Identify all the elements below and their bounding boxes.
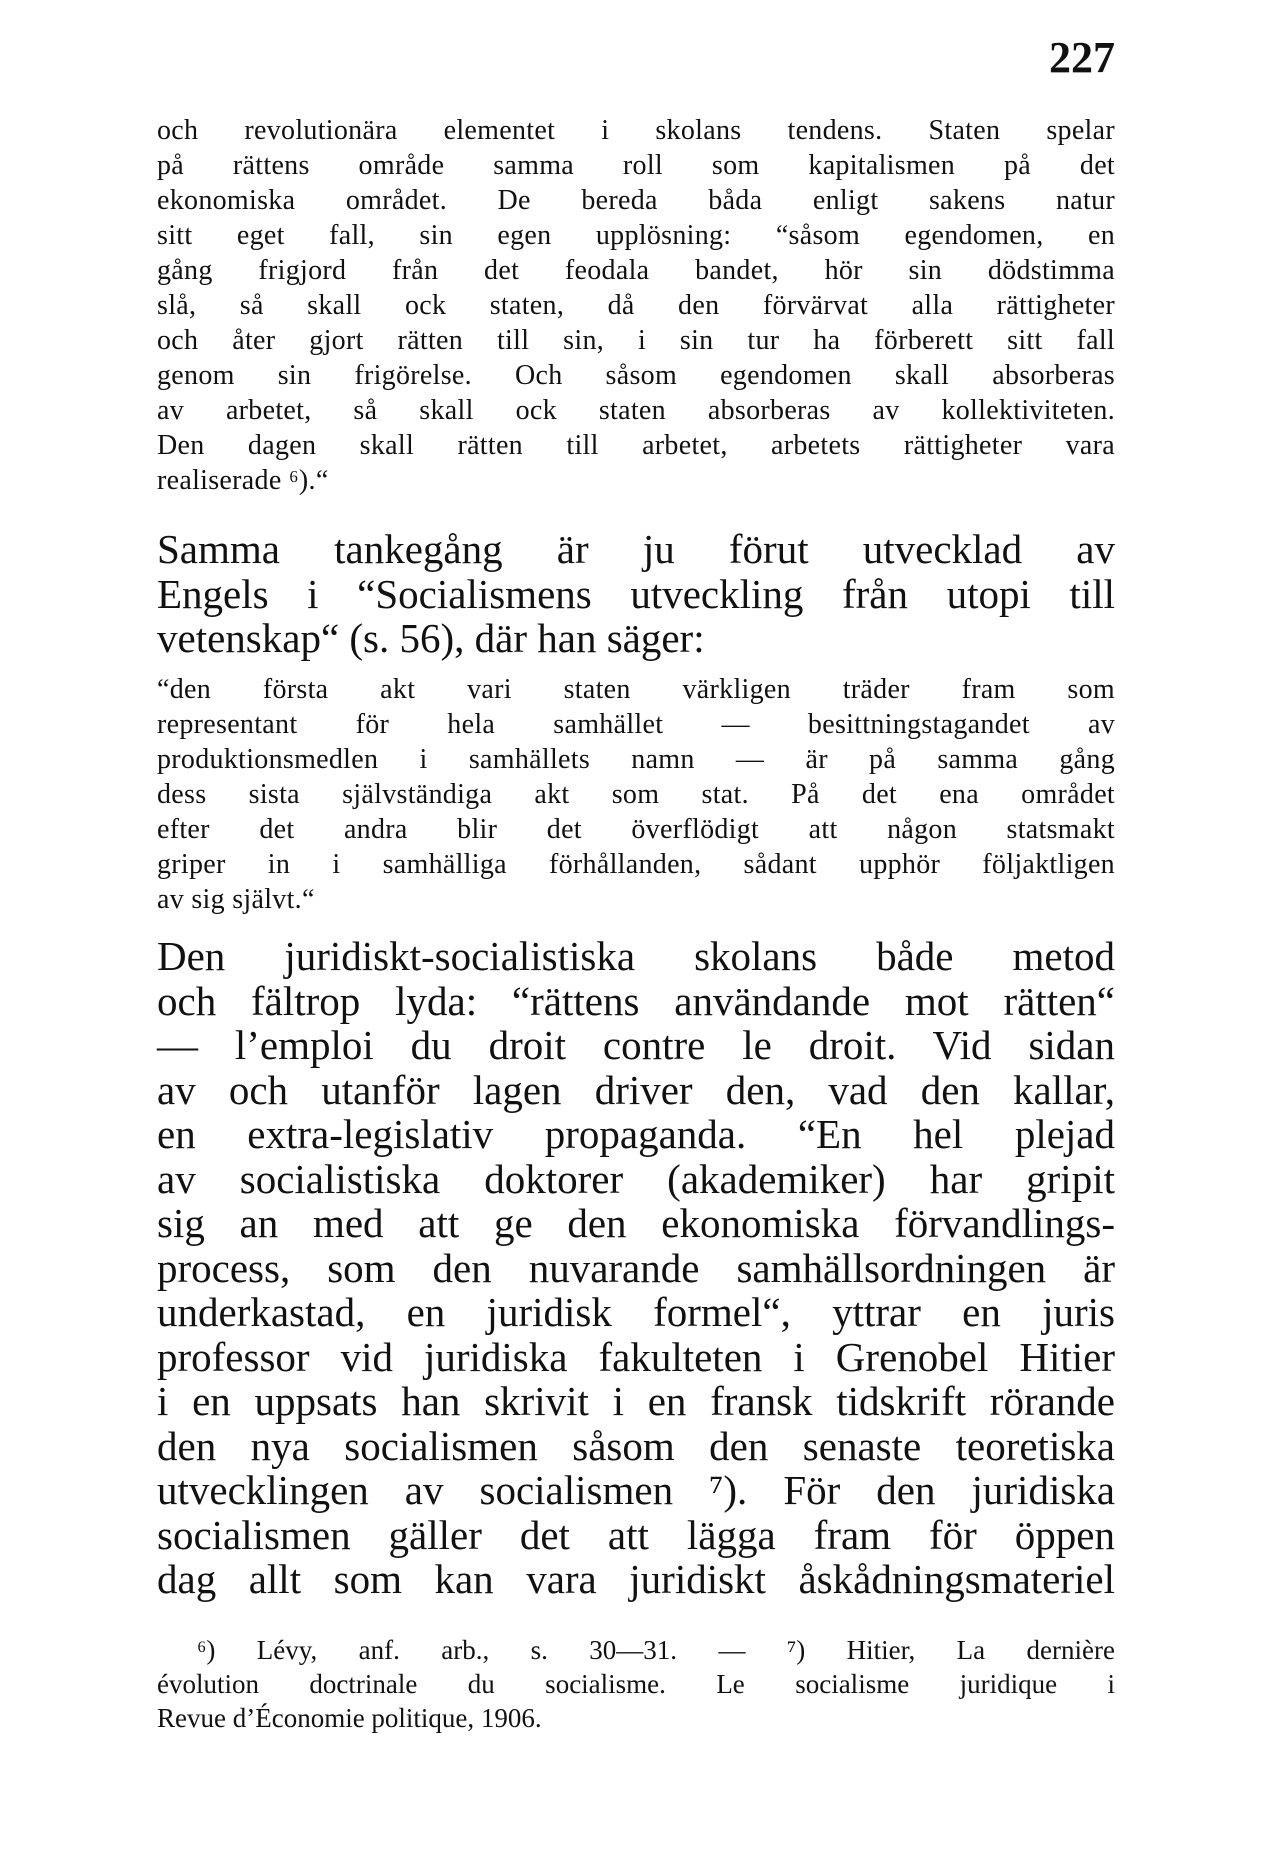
text-line: dag allt som kan vara juridiskt åskådningsmateriel — [157, 1556, 1115, 1602]
text-line: Samma tankegång är ju förut utvecklad av — [157, 526, 1115, 572]
footnote-line: ⁶) Lévy, anf. arb., s. 30—31. — ⁷) Hitier, La dernière — [197, 1635, 1115, 1665]
text-line: process, som den nuvarande samhällsordningen är — [157, 1244, 1115, 1291]
text-line: av arbetet, så skall ock staten absorberas av kollektiviteten. — [157, 395, 1115, 426]
text-line: ekonomiska området. De bereda båda enligt sakens natur — [157, 185, 1115, 216]
text-line: underkastad, en juridisk formel“, yttrar en juris — [157, 1289, 1115, 1335]
text-line: realiserade ⁶).“ — [157, 465, 329, 496]
text-line: vetenskap“ (s. 56), där han säger: — [157, 615, 705, 661]
text-line: en extra-legislativ propaganda. “En hel plejad — [157, 1111, 1115, 1157]
text-line: i en uppsats han skrivit i en fransk tidskrift rörande — [157, 1378, 1115, 1424]
paragraph-3 — [157, 934, 1115, 1602]
text-line: sitt eget fall, sin egen upplösning: “såsom egendomen, en — [157, 220, 1115, 251]
paragraph-2 — [157, 527, 1115, 661]
text-line: “den första akt vari staten värkligen träder fram som — [157, 674, 1115, 705]
text-line: Den juridiskt-socialistiska skolans både metod — [157, 933, 1115, 979]
footnote-line: évolution doctrinale du socialisme. Le socialisme juridique i — [157, 1669, 1115, 1699]
text-line: Den dagen skall rätten till arbetet, arbetets rättigheter vara — [157, 430, 1115, 461]
text-line: — l’emploi du droit contre le droit. Vid sidan — [157, 1022, 1115, 1068]
text-line: den nya socialismen såsom den senaste teoretiska — [157, 1422, 1115, 1469]
text-line: dess sista självständiga akt som stat. På det ena området — [157, 779, 1115, 810]
book-page — [157, 0, 1115, 1857]
text-line: av sig självt.“ — [157, 884, 315, 915]
footnote-line: Revue d’Économie politique, 1906. — [157, 1703, 542, 1733]
paragraph-1 — [157, 113, 1115, 498]
text-line: och fältrop lyda: “rättens användande mot rätten“ — [157, 977, 1115, 1024]
text-line: efter det andra blir det överflödigt att någon statsmakt — [157, 814, 1115, 845]
footnotes — [157, 1633, 1115, 1735]
text-line: slå, så skall ock staten, då den förvärvat alla rättigheter — [157, 290, 1115, 321]
text-line: och åter gjort rätten till sin, i sin tur ha förberett sitt fall — [157, 325, 1115, 356]
text-line: av socialistiska doktorer (akademiker) har gripit — [157, 1155, 1115, 1202]
text-line: sig an med att ge den ekonomiska förvandlings- — [157, 1200, 1115, 1246]
text-line: produktionsmedlen i samhällets namn — är på samma gång — [157, 744, 1115, 775]
text-line: Engels i “Socialismens utveckling från utopi till — [157, 570, 1115, 617]
text-line: utvecklingen av socialismen ⁷). För den juridiska — [157, 1467, 1115, 1513]
text-line: griper in i samhälliga förhållanden, sådant upphör följaktligen — [157, 849, 1115, 880]
page-number: 227 — [1049, 33, 1115, 82]
text-line: på rättens område samma roll som kapitalismen på det — [157, 150, 1115, 181]
text-line: genom sin frigörelse. Och såsom egendomen skall absorberas — [157, 360, 1115, 391]
text-line: socialismen gäller det att lägga fram för öppen — [157, 1511, 1115, 1558]
text-line: och revolutionära elementet i skolans tendens. Staten spelar — [157, 115, 1115, 146]
text-line: representant för hela samhället — besittningstagandet av — [157, 709, 1115, 740]
block-quote — [157, 672, 1115, 917]
text-line: gång frigjord från det feodala bandet, hör sin dödstimma — [157, 255, 1115, 286]
text-line: av och utanför lagen driver den, vad den kallar, — [157, 1066, 1115, 1113]
text-line: professor vid juridiska fakulteten i Grenobel Hitier — [157, 1333, 1115, 1380]
